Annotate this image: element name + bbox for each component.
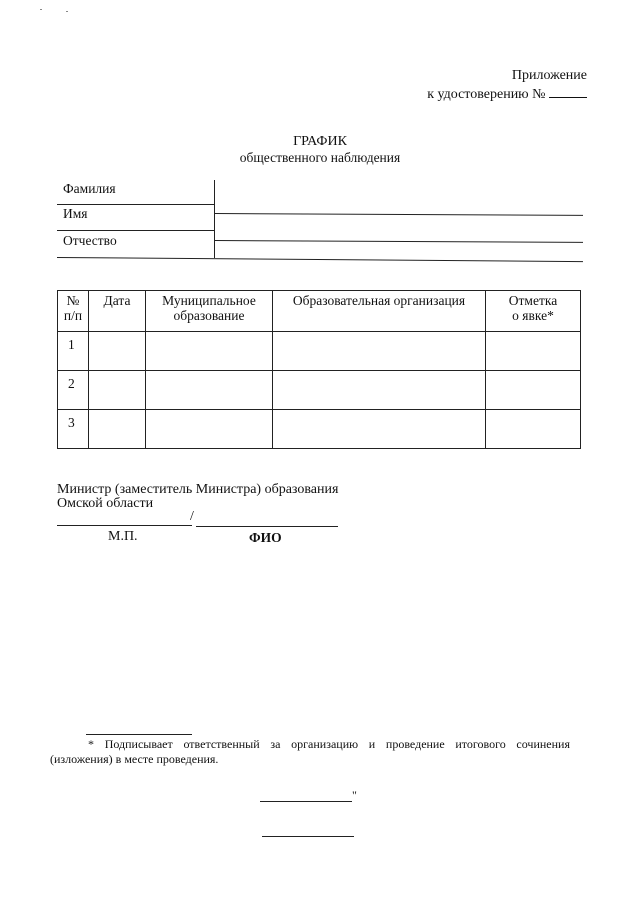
first-name-label-rule — [57, 230, 215, 231]
name-line — [196, 526, 338, 527]
organization-cell — [273, 410, 486, 449]
table-row — [58, 332, 581, 371]
signatory-title: Министр (заместитель Министра) образования — [57, 482, 339, 497]
footnote-rule — [86, 734, 192, 735]
signature-line — [57, 525, 192, 526]
first-name-field-line — [215, 240, 583, 243]
col-municipality-header-line1: Муниципальное — [162, 293, 256, 308]
organization-cell — [273, 332, 486, 371]
table-header-row — [58, 291, 581, 332]
attendance-cell — [486, 332, 581, 371]
closing-quote: " — [352, 788, 357, 802]
closing-line-2 — [262, 836, 354, 837]
name-label: ФИО — [249, 530, 282, 545]
col-attendance-header-line2: о явке* — [512, 308, 554, 323]
document-subtitle: общественного наблюдения — [239, 150, 401, 165]
row-number-cell: 3 — [58, 410, 89, 449]
municipality-cell — [146, 371, 273, 410]
signature-slash: / — [190, 509, 194, 524]
attendance-cell — [486, 410, 581, 449]
first-name-label: Имя — [63, 206, 88, 221]
col-attendance-header — [486, 291, 581, 332]
scan-speck — [66, 11, 68, 12]
organization-cell — [273, 371, 486, 410]
surname-label: Фамилия — [63, 181, 116, 196]
schedule-table — [57, 290, 581, 449]
col-municipality-header-line2: образование — [173, 308, 245, 323]
fields-separator — [214, 180, 215, 258]
col-attendance-header-line1: Отметка — [508, 293, 558, 308]
col-number-header-line2: п/п — [63, 308, 83, 323]
municipality-cell — [146, 332, 273, 371]
stamp-label: М.П. — [108, 529, 138, 544]
col-date-header — [89, 291, 146, 332]
appendix-label: Приложение — [511, 68, 587, 83]
date-cell — [89, 371, 146, 410]
attendance-cell — [486, 371, 581, 410]
col-number-header — [58, 291, 89, 332]
table-row — [58, 371, 581, 410]
col-organization-header-text: Образовательная организация — [292, 293, 466, 308]
closing-line-1 — [260, 801, 352, 802]
date-cell — [89, 332, 146, 371]
municipality-cell — [146, 410, 273, 449]
document-title: ГРАФИК — [293, 134, 347, 149]
surname-field-line — [215, 213, 583, 216]
signatory-region: Омской области — [57, 496, 154, 511]
certificate-ref-text: к удостоверению № — [427, 87, 546, 102]
scan-speck — [40, 9, 42, 10]
table-row — [58, 410, 581, 449]
col-municipality-header — [146, 291, 273, 332]
patronymic-label: Отчество — [63, 233, 117, 248]
certificate-number-blank — [549, 85, 587, 98]
col-number-header-line1: № — [66, 293, 80, 308]
col-date-header-text: Дата — [103, 293, 131, 308]
col-organization-header — [273, 291, 486, 332]
patronymic-field-line — [57, 257, 583, 262]
row-number-cell: 2 — [58, 371, 89, 410]
footnote-text: * Подписывает ответственный за организацию и проведение итогового сочинения (изложения) в месте проведения. — [50, 737, 570, 766]
certificate-ref — [427, 85, 587, 103]
date-cell — [89, 410, 146, 449]
surname-label-rule — [57, 204, 215, 205]
row-number-cell: 1 — [58, 332, 89, 371]
